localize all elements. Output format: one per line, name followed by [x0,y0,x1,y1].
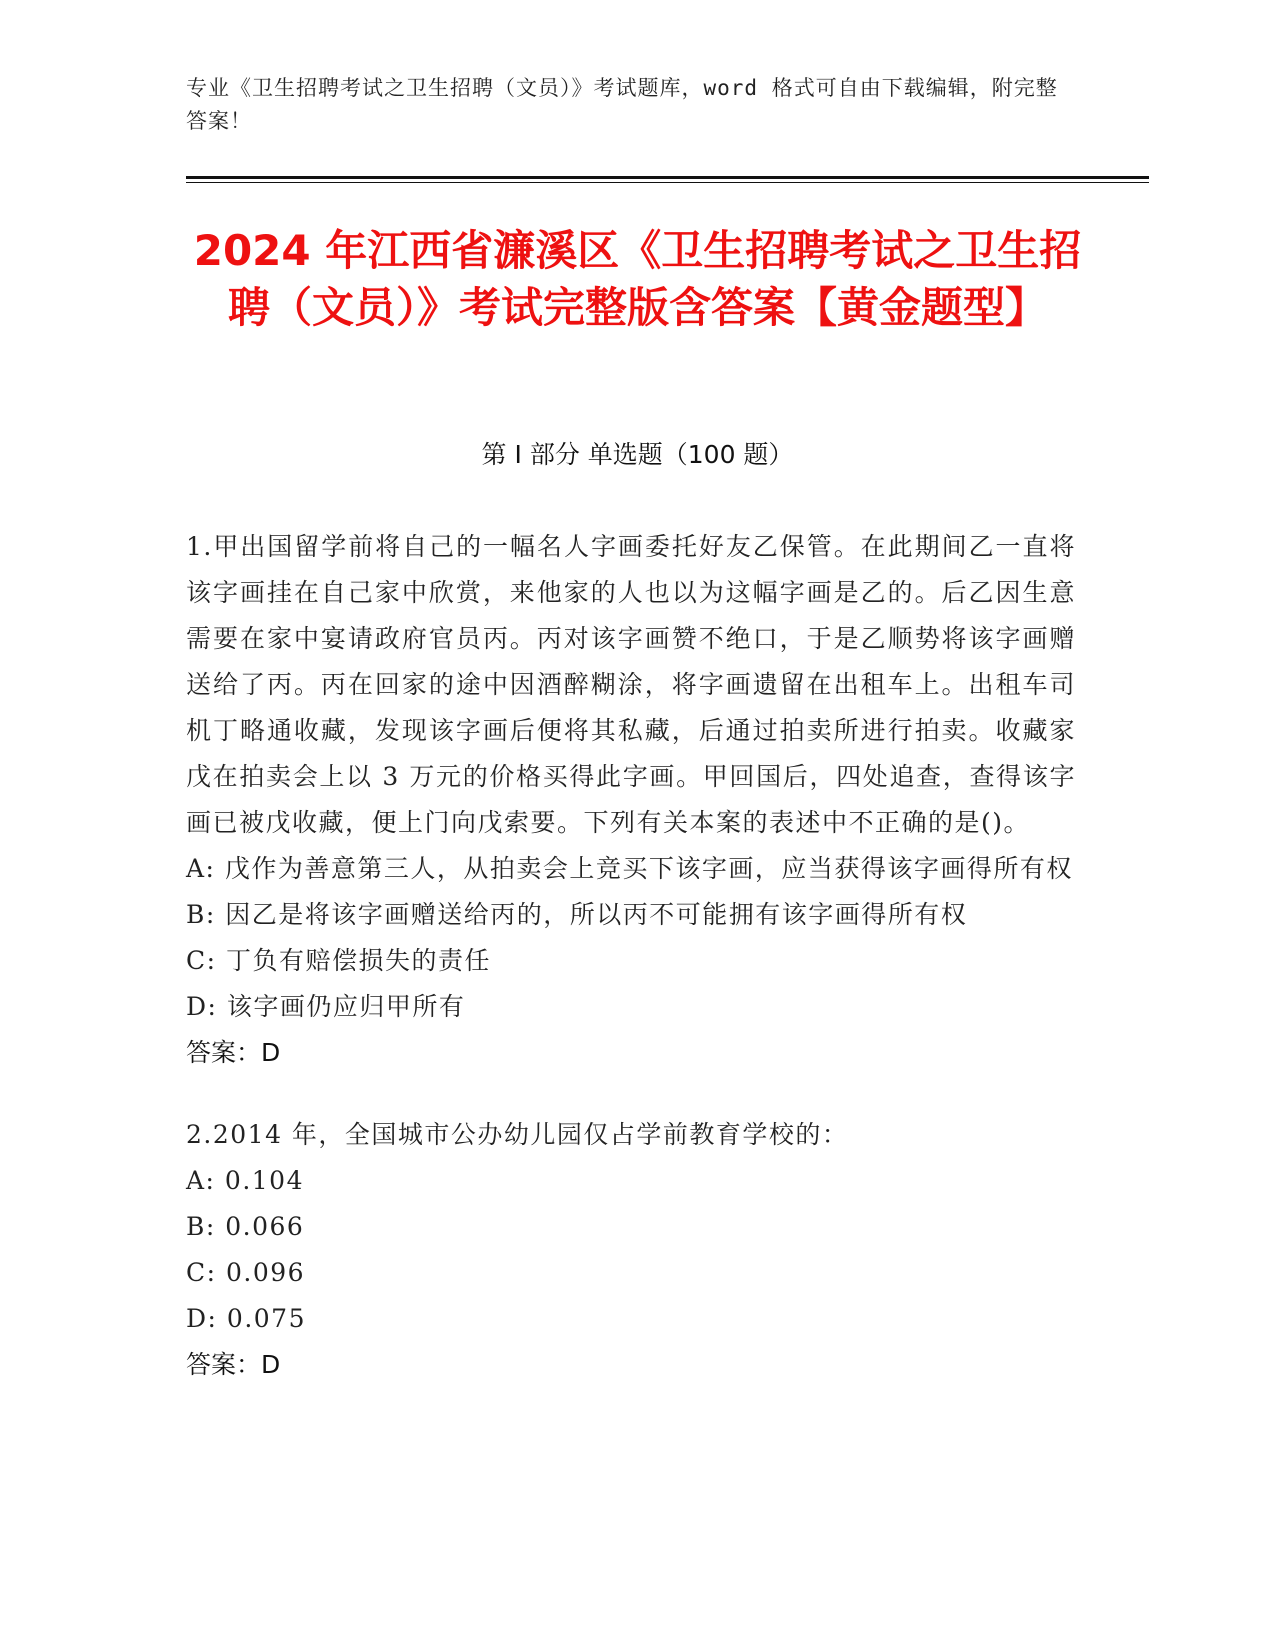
option-c: C: 丁负有赔偿损失的责任 [186,946,491,975]
option-b: B: 0.066 [186,1212,305,1241]
option-a: A: 0.104 [186,1166,304,1195]
document-title: 2024 年江西省濂溪区《卫生招聘考试之卫生招聘（文员）》考试完整版含答案【黄金题型】 [193,226,1082,332]
question-2 [186,1112,1076,1388]
option-d: D: 0.075 [186,1304,306,1333]
option-a: A: 戊作为善意第三人，从拍卖会上竞买下该字画，应当获得该字画得所有权 [186,854,1073,883]
header-note: 专业《卫生招聘考试之卫生招聘（文员）》考试题库，word 格式可自由下载编辑，附完整答案！ [186,76,1058,133]
header-divider-thick [186,176,1149,179]
option-b: B: 因乙是将该字画赠送给丙的，所以丙不可能拥有该字画得所有权 [186,900,968,929]
section-heading: 第 I 部分 单选题（100 题） [481,440,794,469]
question-stem: 2.2014 年，全国城市公办幼儿园仅占学前教育学校的： [186,1120,849,1149]
option-d: D: 该字画仍应归甲所有 [186,992,466,1021]
question-list [186,524,1076,1424]
question-1 [186,524,1076,1076]
header-divider-thin [186,182,1149,183]
option-c: C: 0.096 [186,1258,306,1287]
answer: 答案：D [186,1350,281,1379]
question-stem: 1.甲出国留学前将自己的一幅名人字画委托好友乙保管。在此期间乙一直将该字画挂在自己家中欣赏，来他家的人也以为这幅字画是乙的。后乙因生意需要在家中宴请政府官员丙。丙对该字画赞不绝口，于是乙顺势将该字画赠送给了丙。丙在回家的途中因酒醉糊涂，将字画遗留在出租车上。出租车司机丁略通收藏，发现该字画后便将其私藏，后通过拍卖所进行拍卖。收藏家戊在拍卖会上以 3 万元的价格买得此字画。甲回国后，四处追查，查得该字画已被戊收藏，便上门向戊索要。下列有关本案的表述中不正确的是()。 [186,532,1076,837]
answer: 答案：D [186,1038,281,1067]
